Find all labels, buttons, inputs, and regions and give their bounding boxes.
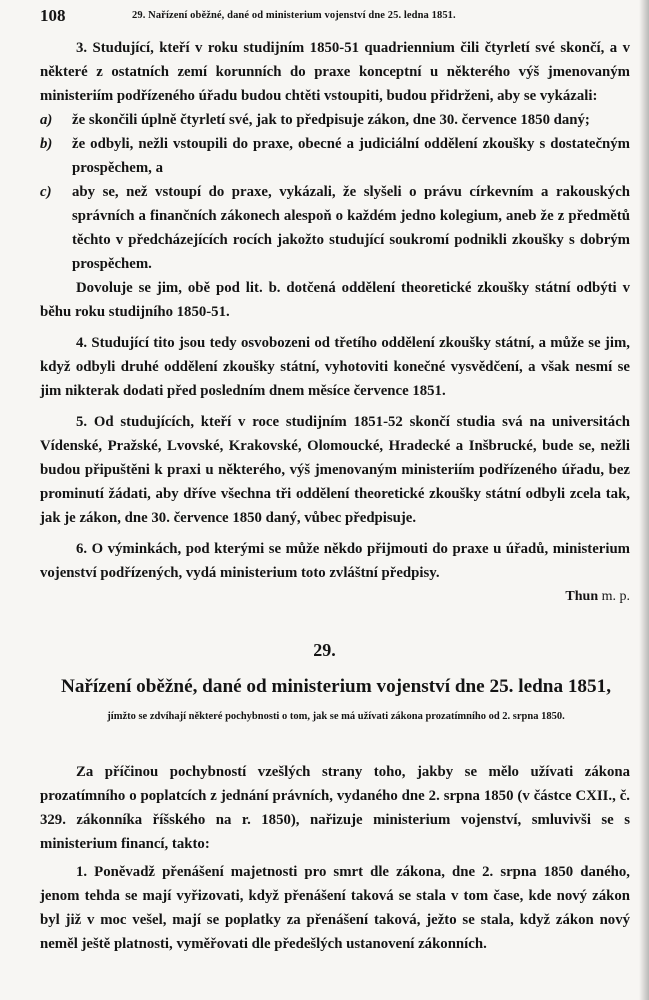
section-title: Nařízení oběžné, dané od ministerium vojenství dne 25. ledna 1851, [60,676,612,697]
list-item-c [40,180,630,276]
paragraph-3-closing: Dovoluje se jim, obě pod lit. b. dotčená oddělení theoretické zkoušky státní odbýti v běhu roku studijního 1850-51. [40,280,630,320]
list-item-a [40,108,630,132]
page-edge-shadow [639,0,649,1000]
running-title: 29. Nařízení oběžné, dané od ministerium vojenství dne 25. ledna 1851. [132,10,456,21]
lower-text-block [40,760,630,956]
page-number: 108 [40,6,66,25]
list-label-c: c) [40,184,52,200]
list-item-b [40,132,630,180]
section-number: 29. [313,640,336,660]
paragraph-5: 5. Od studujících, kteří v roce studijním 1851-52 skončí studia svá na universitách Vídenské, Pražské, Lvovské, Krakovské, Olomoucké, Hradecké a Inšbrucké, bude se, nežli budou připuštěni k praxi u některého, výš jmenovaným ministeriím podřízeného úřadu, bez prominutí žádati, aby dříve všechna tři oddělení theoretické zkoušky státní odbyli zcela tak, jak je zákon, dne 30. července 1850 daný, vůbec předpisuje. [40,414,630,526]
upper-text-block [40,36,630,609]
section-point-1: 1. Poněvadž přenášení majetnosti pro smrt dle zákona, dne 2. srpna 1850 daného, jenom tehda se mají vyřizovati, když přenášení taková se stala v tom čase, kde nový zákon byl již v moc vešel, mají se poplatky za přenášení taková, ježto se stala, když zákon nový neměl ještě platnosti, vyměřovati dle předešlých ustanovení zákonních. [40,864,630,952]
list-label-b: b) [40,136,53,152]
section-subtitle: jímžto se zdvíhají některé pochybnosti o tom, jak se má užívati zákona prozatímního od 2. srpna 1850. [107,711,565,722]
page-header [40,6,631,26]
signature-suffix: m. p. [601,589,630,604]
signature [40,585,630,609]
list-text-b: že odbyli, nežli vstoupili do praxe, obecné a judiciální oddělení zkoušky s dostatečným prospěchem, a [72,136,630,176]
signature-name: Thun [565,589,599,604]
section-intro: Za příčinou pochybností vzešlých strany toho, jakby se mělo užívati zákona prozatímního o poplatcích z jednání právních, vydaného dne 2. srpna 1850 (v částce CXII., č. 329. zákonníka říšského na r. 1850), nařizuje ministerium vojenství, smluvivši se s ministerium financí, takto: [40,764,630,852]
list-text-a: že skončili úplně čtyrletí své, jak to předpisuje zákon, dne 30. července 1850 daný; [72,112,590,128]
list-label-a: a) [40,112,53,128]
list-text-c: aby se, než vstoupí do praxe, vykázali, že slyšeli o právu církevním a rakouských správních a finančních zákonech alespoň o každém jedno kolegium, aneb že z předmětů těchto v předcházejících rocích jakožto studující soukromí podnikli zkoušky s dobrým prospěchem. [72,184,630,272]
paragraph-6: 6. O výminkách, pod kterými se může někdo přijmouti do praxe u úřadů, ministerium vojenství podřízených, vydá ministerium toto zvláštní předpisy. [40,541,630,581]
paragraph-4: 4. Studující tito jsou tedy osvobozeni od třetího oddělení zkoušky státní, a může se jim, když odbyli druhé oddělení zkoušky státní, vyhotoviti konečné vysvědčení, a však nesmí se jim nikterak dodati před posledním dnem měsíce července 1851. [40,335,630,399]
paragraph-3-intro: 3. Studující, kteří v roku studijním 1850-51 quadriennium čili čtyrletí své skončí, a v některé z ostatních zemí korunních do praxe konceptní u některého výš jmenovaným ministeriím podřízeného úřadu budou chtěti vstoupiti, budou přidrženi, aby se vykázali: [40,40,630,104]
